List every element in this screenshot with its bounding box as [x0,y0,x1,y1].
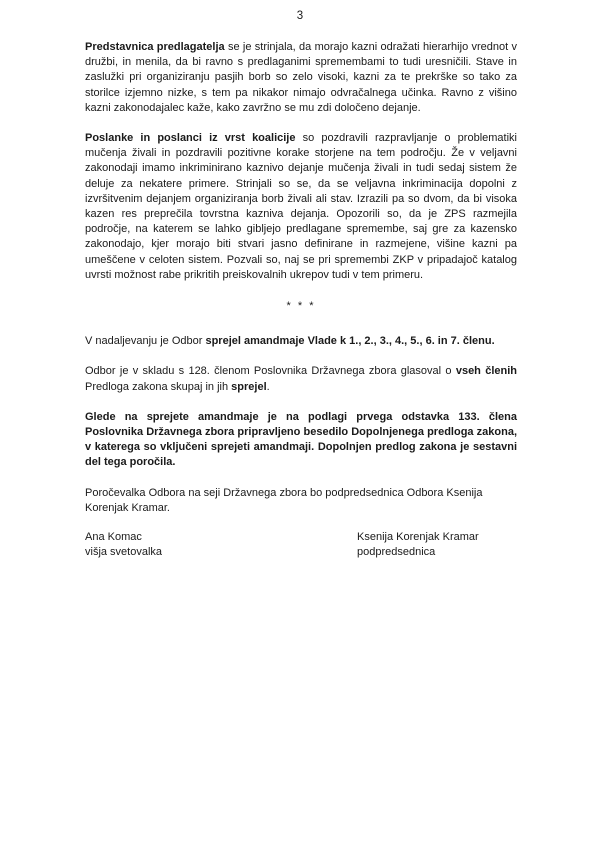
paragraph-dopolnjen-predlog [85,410,517,471]
paragraph-bold: sprejel [231,380,267,393]
paragraph-text: V nadaljevanju je Odbor [85,335,206,348]
document-body [85,40,517,531]
paragraph-text: Odbor je v skladu s 128. členom Poslovnika Državnega zbora glasoval o [85,365,456,378]
paragraph-koalicija [85,131,517,283]
signature-name: Ksenija Korenjak Kramar [357,531,479,543]
page-number: 3 [296,10,304,22]
signature-name: Ana Komac [85,531,142,543]
signature-title: podpredsednica [357,546,436,559]
signature-right [357,530,479,560]
paragraph-lead: Poslanke in poslanci iz vrst koalicije [85,132,296,145]
paragraph-text: so pozdravili razpravljanje o problematiki mučenja živali in pozdravili pozitivne korake storjene na tem področju. Že v veljavni zakonodaji imamo inkriminirano kaznivo dejanje mučenja živali in tudi sedaj sistem že deluje za nekatere primere. Strinjali so se, da se veljavna inkriminacija dopolni z izvršitvenim dejanjem organiziranja borb živali ali stav. Izrazili pa so dvom, da bi visoka kazen res preprečila tovrstna kazniva dejanja. Opozorili so, da je ZPS razmejila področje, na katerem se lahko gibljejo predlagane spremembe, saj gre za kazensko zakonodajo, kjer morajo biti stvari jasno definirane in razmejene, višine kazni pa umeščene v celoten sistem. Pozvali so, naj se pri spremembi ZKP v pripadajoč katalog uvrsti možnost rabe prikritih preiskovalnih ukrepov tudi v tem primeru. [85,132,517,281]
paragraph-lead: Predstavnica predlagatelja [85,41,225,53]
paragraph-glasovanje [85,364,517,394]
paragraph-bold: vseh členih [455,365,517,378]
paragraph-bold: Glede na sprejete amandmaje je na podlagi prvega odstavka 133. člena Poslovnika Državnega zbora pripravljeno besedilo Dopolnjenega predloga zakona, v katerega so vključeni sprejeti amandmaji. Dopolnjen predlog zakona je sestavni del tega poročila. [85,410,517,469]
paragraph-amandmaji [85,334,517,349]
paragraph-text: Poročevalka Odbora na seji Državnega zbora bo podpredsednica Odbora Ksenija Korenjak Kramar. [85,486,483,514]
paragraph-text: se je strinjala, da morajo kazni odražati hierarhijo vrednot v družbi, in menila, da bi ravno s predlaganimi spremembami to tudi uresničili. Stave in zaslužki pri organiziranju pasjih borb so zelo visoki, kazni za te prekrške so tako za storilce izjemno nizke, s tem pa nikakor nimajo odvračalnega učinka. Ravno z višino kazni zakonodajalec kaže, kako zavržno se mu zdi določeno dejanje. [85,41,517,114]
paragraph-bold: sprejel amandmaje Vlade k 1., 2., 3., 4., 5., 6. in 7. členu. [205,335,495,348]
section-separator: * * * [286,300,316,313]
paragraph-text: . [266,380,270,393]
paragraph-text: Predloga zakona skupaj in jih [85,380,232,393]
paragraph-predlagatelj [85,40,517,116]
paragraph-porocevalka [85,486,517,516]
signature-left [85,530,162,560]
signature-title: višja svetovalka [85,546,163,559]
